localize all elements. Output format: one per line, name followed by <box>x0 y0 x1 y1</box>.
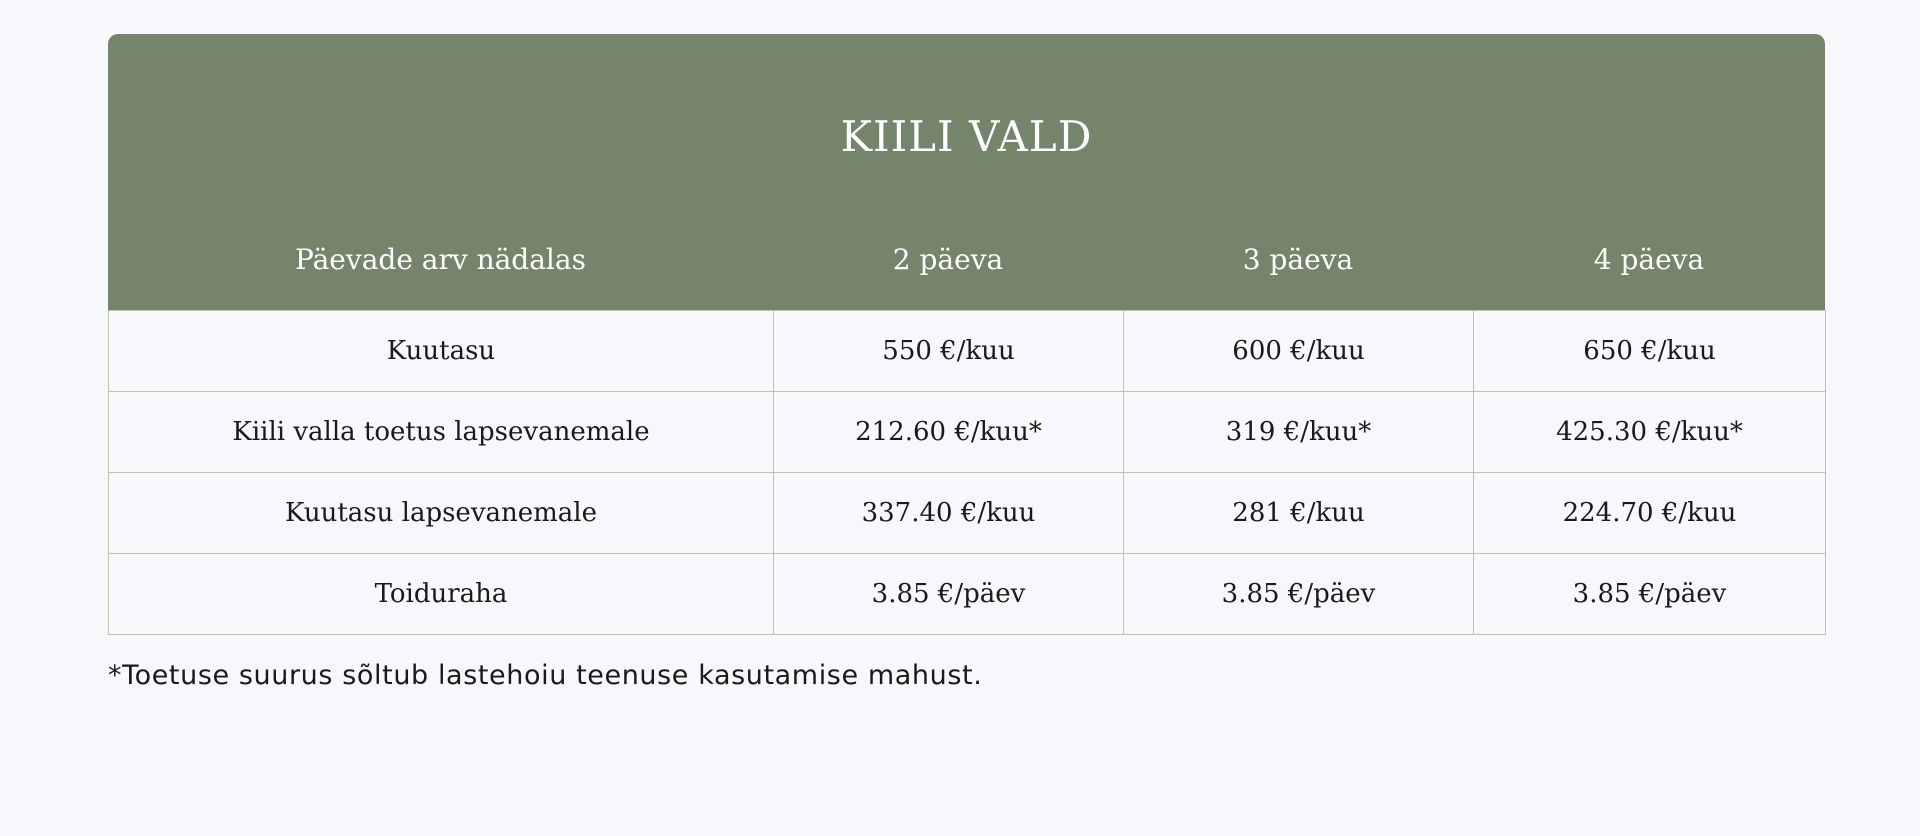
price-table <box>108 310 1826 635</box>
table-cell: 425.30 €/kuu* <box>1474 392 1826 473</box>
table-row <box>109 554 1826 635</box>
price-table-card <box>108 34 1825 635</box>
column-header-days: Päevade arv nädalas <box>295 243 586 276</box>
table-row <box>109 392 1826 473</box>
footnote: *Toetuse suurus sõltub lastehoiu teenuse kasutamise mahust. <box>108 660 983 691</box>
table-cell: 212.60 €/kuu* <box>774 392 1124 473</box>
page-title: KIILI VALD <box>840 112 1093 161</box>
table-row <box>109 473 1826 554</box>
table-cell: 3.85 €/päev <box>1124 554 1474 635</box>
table-cell: 600 €/kuu <box>1124 311 1474 392</box>
table-row <box>109 311 1826 392</box>
table-cell: 3.85 €/päev <box>1474 554 1826 635</box>
column-header-3-days: 3 päeva <box>1242 243 1354 276</box>
column-header-4-days: 4 päeva <box>1593 243 1705 276</box>
table-cell: 224.70 €/kuu <box>1474 473 1826 554</box>
row-label: Kuutasu <box>109 311 774 392</box>
table-cell: 3.85 €/päev <box>774 554 1124 635</box>
column-header-2-days: 2 päeva <box>892 243 1004 276</box>
row-label: Kiili valla toetus lapsevanemale <box>109 392 774 473</box>
row-label: Kuutasu lapsevanemale <box>109 473 774 554</box>
table-cell: 319 €/kuu* <box>1124 392 1474 473</box>
table-cell: 337.40 €/kuu <box>774 473 1124 554</box>
table-header <box>108 34 1825 310</box>
table-cell: 281 €/kuu <box>1124 473 1474 554</box>
column-header-row <box>108 243 1825 276</box>
table-cell: 550 €/kuu <box>774 311 1124 392</box>
table-cell: 650 €/kuu <box>1474 311 1826 392</box>
row-label: Toiduraha <box>109 554 774 635</box>
